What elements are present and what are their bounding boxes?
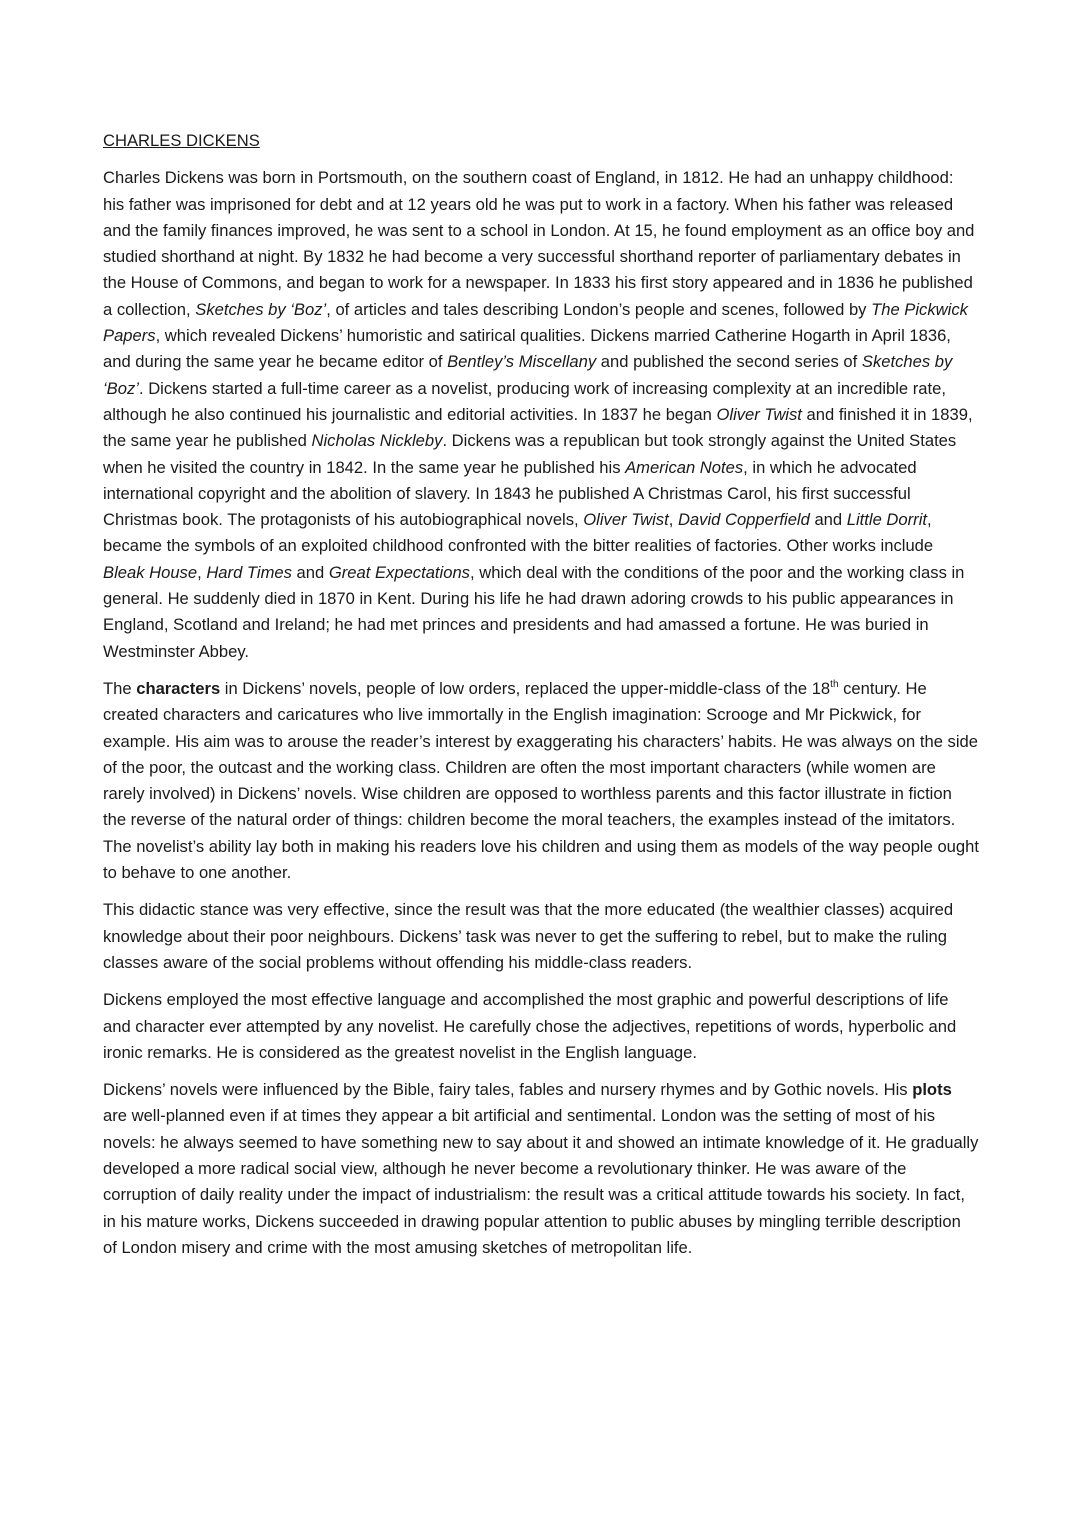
text-span: , in which he advocated international copyright and the abolition of slavery. In 1843 he published A Christmas Carol, his first successful Christmas book. The protagonists of his autobiographical novels, [103, 457, 917, 530]
keyword-characters: characters [136, 678, 221, 698]
paragraph-characters [103, 676, 979, 886]
text-span: , which revealed Dickens’ humoristic and satirical qualities. Dickens married Catherine Hogarth in April 1836, and during the same year he became editor of [103, 326, 951, 372]
book-title: Oliver Twist [583, 510, 669, 530]
book-title: David Copperfield [677, 510, 810, 530]
book-title: Bleak House [103, 562, 198, 582]
book-title: Sketches by ‘Boz’ [103, 352, 953, 398]
text-span: . Dickens started a full-time career as a novelist, producing work of increasing complexity at an incredible rate, although he also continued his journalistic and editorial activities. In 1837 he began [103, 378, 946, 424]
book-title: Bentley’s Miscellany [447, 352, 597, 372]
text-span: are well-planned even if at times they appear a bit artificial and sentimental. London was the setting of most of his novels: he always seemed to have something new to say about it and showed an intimate knowledge of it. He gradually developed a more radical social view, although he never become a revolutionary thinker. He was aware of the corruption of daily reality under the impact of industrialism: the result was a critical attitude towards his society. In fact, in his mature works, Dickens succeeded in drawing popular attention to public abuses by mingling terrible description of London misery and crime with the most amusing sketches of metropolitan life. [103, 1106, 979, 1257]
paragraph-biography [103, 165, 979, 665]
page-title: CHARLES DICKENS [103, 131, 260, 150]
text-span: and published the second series of [596, 352, 862, 372]
book-title: The Pickwick Papers [103, 299, 968, 346]
text-span: century. He created characters and caricatures who live immortally in the English imagination: Scrooge and Mr Pickwick, for example. His aim was to arouse the reader’s interest by exaggerating his characters’ habits. He was always on the side of the poor, the outcast and the working class. Children are often the most important characters (while women are rarely involved) in Dickens’ novels. Wise children are opposed to worthless parents and this factor illustrate in fiction the reverse of the natural order of things: children become the moral teachers, the examples instead of the imitators. The novelist’s ability lay both in making his readers love his children and using them as models of the way people ought to behave to one another. [103, 678, 979, 883]
book-title: Little Dorrit [846, 510, 927, 530]
text-span: Dickens’ novels were influenced by the Bible, fairy tales, fables and nursery rhymes and by Gothic novels. His [103, 1080, 913, 1100]
text-span: . Dickens was a republican but took strongly against the United States when he visited the country in 1842. In the same year he published his [103, 431, 957, 477]
text-span: , [197, 562, 207, 582]
book-title: Sketches by ‘Boz’ [195, 299, 327, 319]
text-span: , [668, 510, 678, 530]
book-title: Oliver Twist [716, 404, 802, 424]
book-title: American Notes [625, 457, 744, 477]
text-span: Charles Dickens was born in Portsmouth, on the southern coast of England, in 1812. He had an unhappy childhood: his father was imprisoned for debt and at 12 years old he was put to work in a factory. When his father was released and the family finances improved, he was sent to a school in London. At 15, he found employment as an office boy and studied shorthand at night. By 1832 he had become a very successful shorthand reporter of parliamentary debates in the House of Commons, and began to work for a newspaper. In 1833 his first story appeared and in 1836 he published a collection, [103, 168, 975, 319]
book-title: Hard Times [206, 562, 292, 582]
text-span: and finished it in 1839, the same year he published [103, 404, 973, 451]
text-span: and [809, 510, 847, 530]
text-span: , became the symbols of an exploited childhood confronted with the bitter realities of factories. Other works include [103, 510, 934, 556]
paragraph-plots [103, 1077, 979, 1261]
book-title: Great Expectations [328, 562, 470, 582]
text-span: The [103, 678, 137, 698]
book-title: Nicholas Nickleby [311, 431, 443, 451]
text-span: , of articles and tales describing London’s people and scenes, followed by [326, 299, 872, 319]
ordinal-suffix: th [830, 678, 839, 690]
text-span: and [291, 562, 329, 582]
document-page [103, 128, 979, 1272]
keyword-plots: plots [912, 1080, 952, 1100]
text-span: in Dickens’ novels, people of low orders, replaced the upper-middle-class of the 18 [220, 678, 831, 698]
paragraph-language: Dickens employed the most effective language and accomplished the most graphic and powerful descriptions of life and character ever attempted by any novelist. He carefully chose the adjectives, repetitions of words, hyperbolic and ironic remarks. He is considered as the greatest novelist in the English language. [103, 990, 957, 1062]
text-span: , which deal with the conditions of the poor and the working class in general. He suddenly died in 1870 in Kent. During his life he had drawn adoring crowds to his public appearances in England, Scotland and Ireland; he had met princes and presidents and had amassed a fortune. He was buried in Westminster Abbey. [103, 562, 965, 661]
paragraph-didactic: This didactic stance was very effective, since the result was that the more educated (the wealthier classes) acquired knowledge about their poor neighbours. Dickens’ task was never to get the suffering to rebel, but to make the ruling classes aware of the social problems without offending his middle-class readers. [103, 900, 954, 972]
